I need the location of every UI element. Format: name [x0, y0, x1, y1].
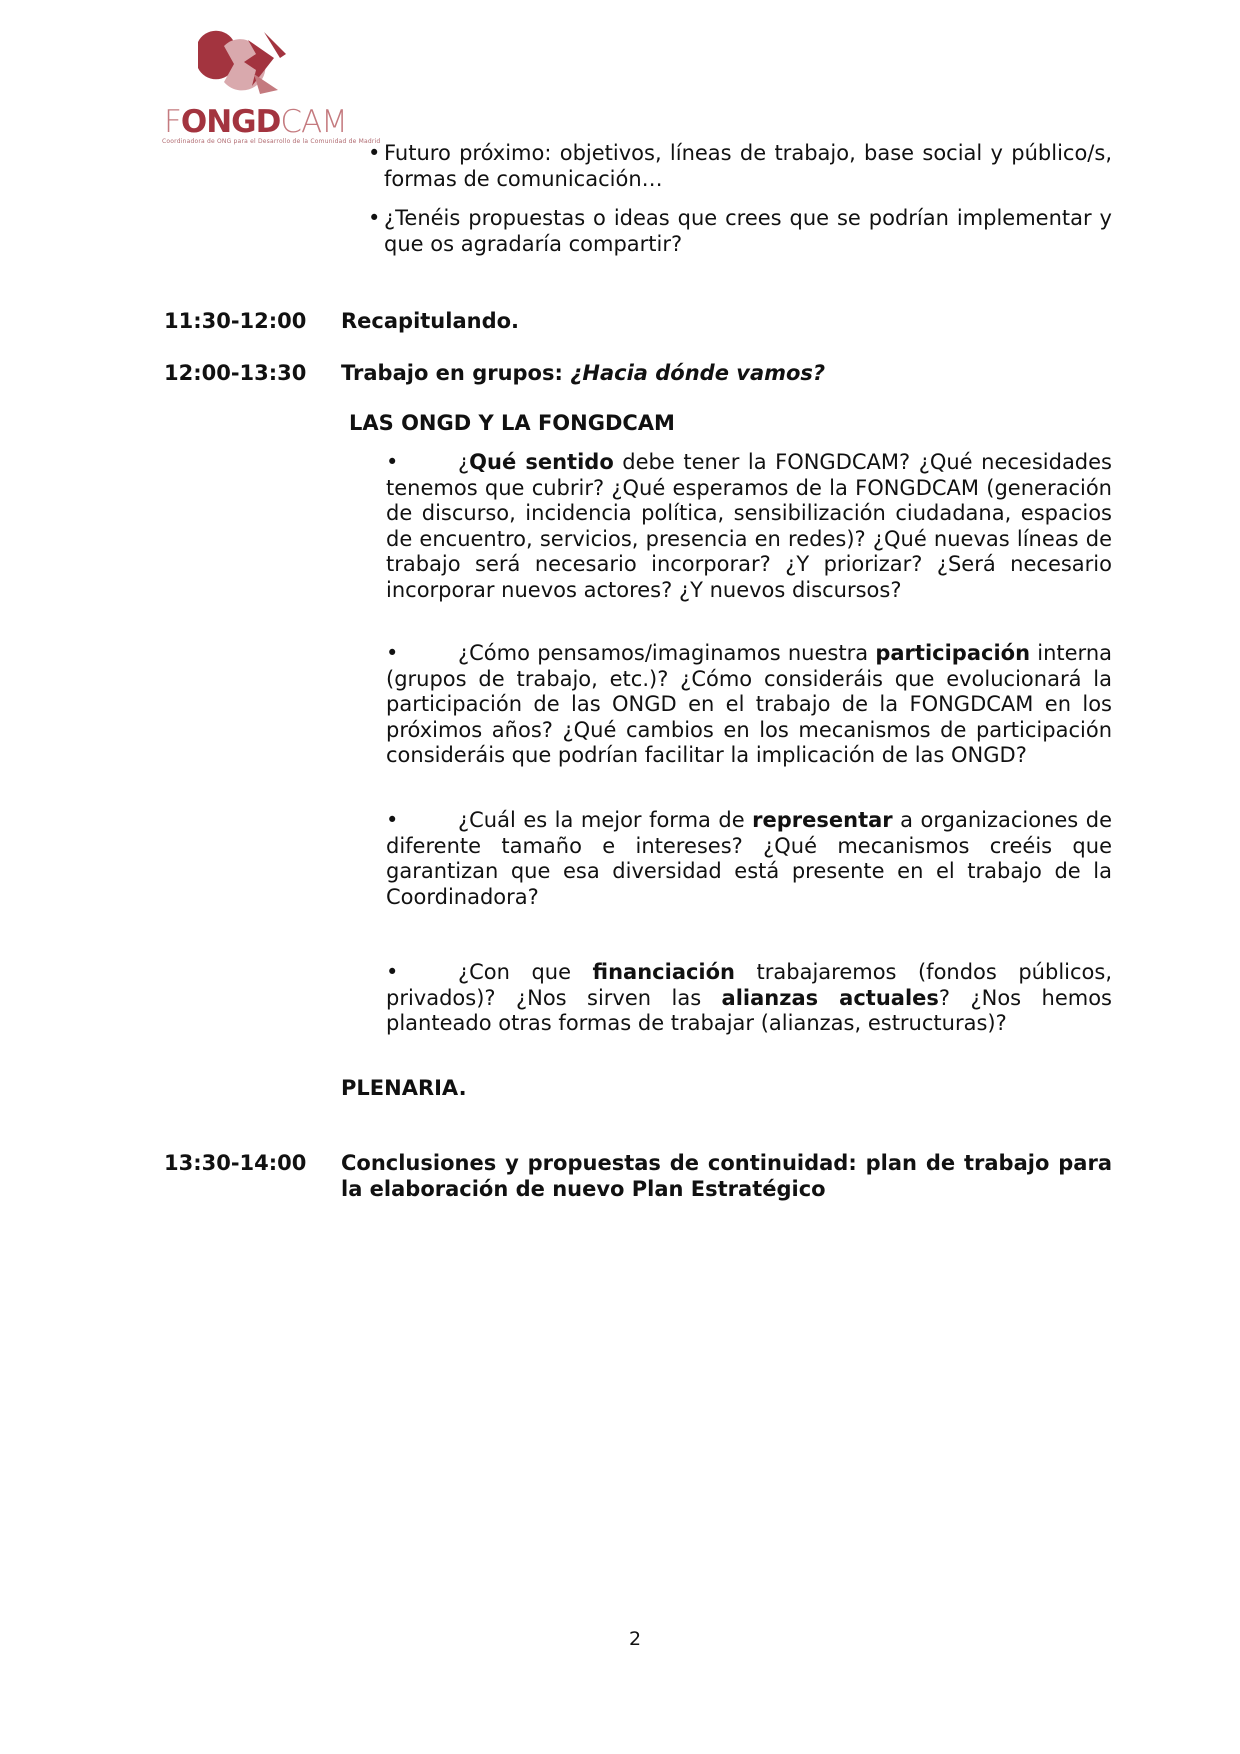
logo-tagline: Coordinadora de ONG para el Desarrollo de la Comunidad de Madrid — [162, 138, 381, 145]
agenda-time: 13:30-14:00 — [164, 1151, 307, 1175]
intro-bullet-text: Futuro próximo: objetivos, líneas de trabajo, base social y público/s, formas de comunicación… — [384, 141, 1112, 191]
logo-wordmark: FONGDCAM — [164, 104, 347, 140]
question-block: • ¿Qué sentido debe tener la FONGDCAM? ¿Qué necesidades tenemos que cubrir? ¿Qué esperamos de la FONGDCAM (generación de discurso, incidencia política, sensibilización ciudadana, espacios de encuentro, servicios, presencia en redes)? ¿Qué nuevas líneas de trabajo será necesario incorporar? ¿Y priorizar? ¿Será necesario incorporar nuevos actores? ¿Y nuevos discursos? — [386, 450, 1112, 602]
agenda-time: 11:30-12:00 — [164, 309, 307, 333]
bullet-dot: • — [386, 808, 399, 832]
intro-bullet — [368, 205, 1112, 257]
question-block: • ¿Cuál es la mejor forma de representar a organizaciones de diferente tamaño e intereses? ¿Qué mecanismos creéis que garantizan que esa diversidad está presente en el trabajo de la Coordinadora? — [386, 808, 1112, 909]
agenda-title: Recapitulando. — [341, 309, 520, 333]
bullet-dot: • — [386, 641, 399, 665]
question-block: • ¿Cómo pensamos/imaginamos nuestra participación interna (grupos de trabajo, etc.)? ¿Cómo consideráis que evolucionará la participación de las ONGD en el trabajo de la FONGDCAM en los próximos años? ¿Qué cambios en los mecanismos de participación consideráis que podrían facilitar la implicación de las ONGD? — [386, 641, 1112, 768]
plenaria-heading: PLENARIA. — [341, 1076, 467, 1100]
logo-arrows-icon — [194, 28, 290, 100]
bullet-dot: • — [368, 141, 381, 165]
fongdcam-logo — [160, 28, 381, 148]
agenda-title: Trabajo en grupos: ¿Hacia dónde vamos? — [341, 361, 826, 385]
page-number: 2 — [628, 1628, 642, 1650]
agenda-time: 12:00-13:30 — [164, 361, 307, 385]
agenda-title: Conclusiones y propuestas de continuidad: plan de trabajo para la elaboración de nuevo Plan Estratégico — [341, 1151, 1112, 1201]
intro-bullet-text: ¿Tenéis propuestas o ideas que crees que se podrían implementar y que os agradaría compartir? — [384, 206, 1112, 256]
bullet-dot: • — [368, 206, 381, 230]
bullet-dot: • — [386, 960, 399, 984]
question-block: • ¿Con que financiación trabajaremos (fondos públicos, privados)? ¿Nos sirven las alianzas actuales? ¿Nos hemos planteado otras formas de trabajar (alianzas, estructuras)? — [386, 960, 1112, 1036]
bullet-dot: • — [386, 450, 399, 474]
section-heading: LAS ONGD Y LA FONGDCAM — [349, 411, 675, 435]
intro-bullet — [368, 140, 1112, 192]
